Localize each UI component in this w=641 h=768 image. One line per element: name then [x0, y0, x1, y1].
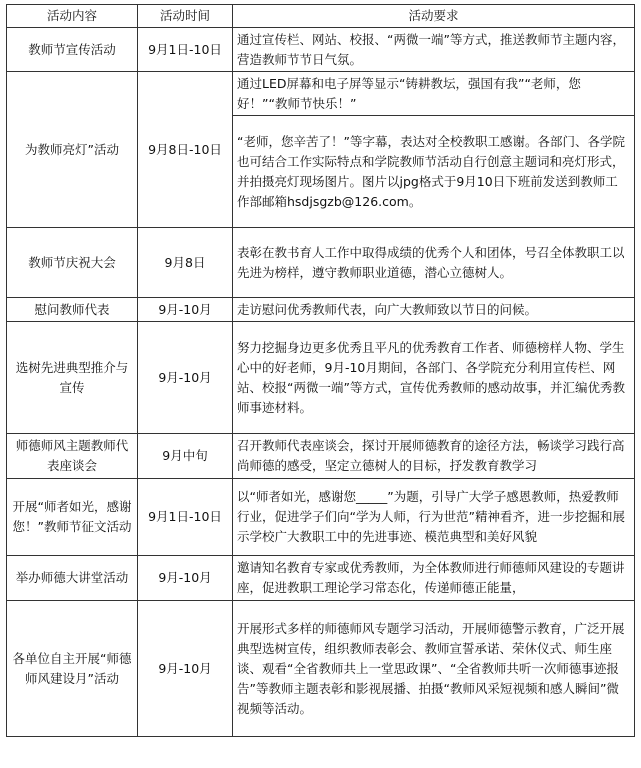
activity-requirement: 通过LED屏幕和电子屏等显示“铸耕教坛，强国有我”“老师，您好！”“教师节快乐！” — [233, 72, 635, 116]
table-row — [7, 479, 635, 556]
activity-time: 9月1日-10日 — [138, 28, 233, 72]
activity-requirement: 努力挖掘身边更多优秀且平凡的优秀教育工作者、师德榜样人物、学生心中的好老师，9月-10月期间，各部门、各学院充分利用宣传栏、网站、校报“两微一端”等方式，宣传优秀教师的感动故事，并汇编优秀教师事迹材料。 — [233, 322, 635, 434]
activity-name: 教师节庆祝大会 — [7, 228, 138, 298]
activity-requirement: 开展形式多样的师德师风专题学习活动，开展师德警示教育，广泛开展典型选树宣传，组织教师表彰会、教师宣誓承诺、荣休仪式、师生座谈、观看“全省教师共上一堂思政课”、“全省教师共听一次师德事迹报告”等教师主题表彰和影视展播、拍摄“教师风采短视频和感人瞬间”微视频等活动。 — [233, 601, 635, 737]
activity-name: 为教师亮灯”活动 — [7, 72, 138, 228]
table-row — [7, 322, 635, 434]
table-row — [7, 601, 635, 737]
activity-requirement: 通过宣传栏、网站、校报、“两微一端”等方式，推送教师节主题内容，营造教师节节日气氛。 — [233, 28, 635, 72]
table-row — [7, 298, 635, 322]
table-row — [7, 28, 635, 72]
activity-name: 选树先进典型推介与宣传 — [7, 322, 138, 434]
table-row — [7, 434, 635, 479]
activity-time: 9月-10月 — [138, 556, 233, 601]
activity-table — [6, 4, 635, 737]
activity-requirement: 以“师者如光，感谢您_____”为题，引导广大学子感恩教师，热爱教师行业，促进学子们向“学为人师，行为世范”精神看齐，进一步挖掘和展示学校广大教职工中的先进事迹、模范典型和美好风貌 — [233, 479, 635, 556]
activity-time: 9月中旬 — [138, 434, 233, 479]
activity-name: 师德师风主题教师代表座谈会 — [7, 434, 138, 479]
table-header-row — [7, 5, 635, 28]
table-row — [7, 556, 635, 601]
activity-time: 9月-10月 — [138, 298, 233, 322]
activity-time: 9月-10月 — [138, 322, 233, 434]
activity-requirement: 邀请知名教育专家或优秀教师，为全体教师进行师德师风建设的专题讲座，促进教职工理论学习常态化，传递师德正能量， — [233, 556, 635, 601]
activity-name: 慰问教师代表 — [7, 298, 138, 322]
activity-requirement: 表彰在教书育人工作中取得成绩的优秀个人和团体，号召全体教职工以先进为榜样，遵守教师职业道德，潜心立德树人。 — [233, 228, 635, 298]
activity-time: 9月8日 — [138, 228, 233, 298]
table-row — [7, 72, 635, 116]
activity-time: 9月8日-10日 — [138, 72, 233, 228]
activity-time: 9月1日-10日 — [138, 479, 233, 556]
header-content: 活动内容 — [7, 5, 138, 28]
activity-name: 举办师德大讲堂活动 — [7, 556, 138, 601]
activity-name: 教师节宣传活动 — [7, 28, 138, 72]
header-requirement: 活动要求 — [233, 5, 635, 28]
activity-name: 开展“师者如光，感谢您！”教师节征文活动 — [7, 479, 138, 556]
activity-requirement: 走访慰问优秀教师代表，向广大教师致以节日的问候。 — [233, 298, 635, 322]
activity-name: 各单位自主开展“师德师风建设月”活动 — [7, 601, 138, 737]
header-time: 活动时间 — [138, 5, 233, 28]
activity-requirement: “老师，您辛苦了！”等字幕，表达对全校教职工感谢。各部门、各学院也可结合工作实际特点和学院教师节活动自行创意主题词和亮灯形式，并拍摄亮灯现场图片。图片以jpg格式于9月10日下班前发送到教师工作部邮箱hsdjsgzb@126.com。 — [233, 116, 635, 228]
activity-time: 9月-10月 — [138, 601, 233, 737]
activity-requirement: 召开教师代表座谈会，探讨开展师德教育的途径方法，畅谈学习践行高尚师德的感受，坚定立德树人的目标，抒发教育教学习 — [233, 434, 635, 479]
table-row — [7, 228, 635, 298]
